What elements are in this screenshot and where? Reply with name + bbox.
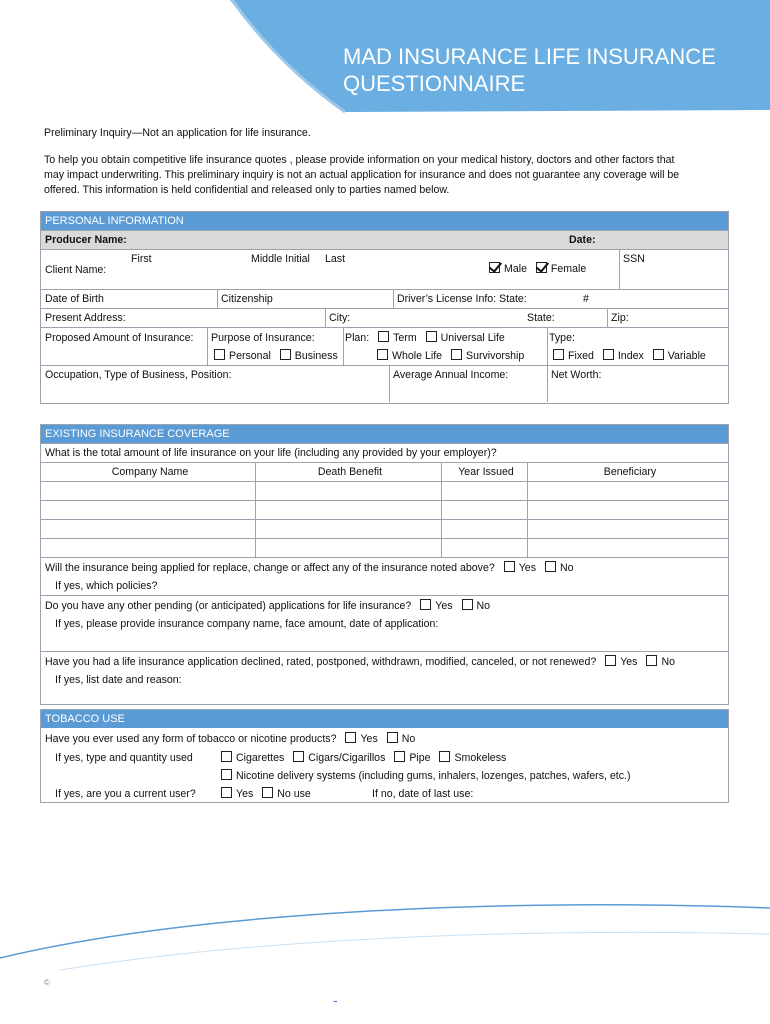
current-yes-checkbox[interactable] (221, 787, 232, 798)
fixed-checkbox[interactable] (553, 349, 564, 360)
nicotine-label: Nicotine delivery systems (including gums, inhalers, lozenges, patches, wafers, etc.) (236, 770, 631, 782)
existing-coverage-section (40, 424, 729, 705)
present-address-label: Present Address: (45, 312, 126, 324)
table-row[interactable] (41, 538, 728, 557)
personal-label: Personal (229, 350, 271, 362)
index-checkbox[interactable] (603, 349, 614, 360)
term-label: Term (393, 332, 417, 344)
nicotine-option (221, 769, 631, 783)
yes-label: Yes (435, 600, 453, 612)
total-amount-row (41, 443, 728, 462)
pending-question-text: Do you have any other pending (or anticipated) applications for life insurance? (45, 600, 412, 612)
intro-line-2: may impact underwriting. This preliminary inquiry is not an actual application for insurance and does not guarantee any coverage will be (44, 169, 680, 181)
producer-name-label: Producer Name: (45, 234, 127, 246)
footer-copyright: © (44, 978, 50, 987)
column-header: Year Issued (458, 466, 514, 478)
client-name-label: Client Name: (45, 264, 107, 276)
pipe-label: Pipe (409, 752, 431, 764)
total-amount-question: What is the total amount of life insurance on your life (including any provided by your employer)? (45, 447, 497, 459)
declined-yes-checkbox[interactable] (605, 655, 616, 666)
yes-label: Yes (620, 656, 638, 668)
whole-life-checkbox[interactable] (377, 349, 388, 360)
plan-label: Plan: (345, 332, 370, 344)
smokeless-label: Smokeless (454, 752, 507, 764)
purpose-label: Purpose of Insurance: (211, 332, 315, 344)
dob-label: Date of Birth (45, 293, 104, 305)
no-label: No (401, 733, 416, 745)
section-header: EXISTING INSURANCE COVERAGE (41, 425, 728, 443)
no-label: No (559, 562, 574, 574)
male-checkbox[interactable] (489, 262, 500, 273)
tobacco-type-options (221, 751, 506, 765)
tobacco-no-checkbox[interactable] (387, 732, 398, 743)
no-use-label: No use (277, 788, 311, 800)
current-user-options (221, 787, 311, 801)
ssn-label: SSN (623, 253, 645, 265)
coverage-table-header (41, 462, 728, 481)
gender-options (489, 262, 586, 276)
cigars-label: Cigars/Cigarillos (308, 752, 386, 764)
producer-row (41, 230, 728, 249)
plan-options-1 (345, 331, 505, 345)
variable-label: Variable (667, 350, 706, 362)
client-name-row[interactable] (41, 249, 728, 289)
occupation-row[interactable] (41, 365, 728, 402)
drivers-license-label: Driver’s License Info: State: (397, 293, 527, 305)
plan-options-2 (377, 349, 524, 363)
female-checkbox[interactable] (536, 262, 547, 273)
type-label: Type: (549, 332, 575, 344)
declined-question-text: Have you had a life insurance application declined, rated, postponed, withdrawn, modified, canceled, or not renewed? (45, 656, 597, 668)
declined-detail-label: If yes, list date and reason: (55, 674, 182, 686)
tobacco-question (45, 732, 415, 746)
yes-label: Yes (236, 788, 254, 800)
no-label: No (661, 656, 675, 668)
table-row[interactable] (41, 519, 728, 538)
footer-wave-graphic (0, 900, 770, 1024)
plan-row (41, 327, 728, 365)
intro-line-1: To help you obtain competitive life insurance quotes , please provide information on your medical history, doctors and other factors that (44, 154, 675, 166)
address-row[interactable] (41, 308, 728, 327)
business-label: Business (294, 350, 338, 362)
current-user-label: If yes, are you a current user? (55, 788, 196, 800)
which-policies-label: If yes, which policies? (55, 580, 158, 592)
pending-yes-checkbox[interactable] (420, 599, 431, 610)
pending-question (45, 599, 490, 613)
intro-preliminary: Preliminary Inquiry—Not an application for life insurance. (44, 127, 311, 139)
survivorship-checkbox[interactable] (451, 349, 462, 360)
business-checkbox[interactable] (280, 349, 291, 360)
net-worth-label: Net Worth: (551, 369, 602, 381)
universal-life-checkbox[interactable] (426, 331, 437, 342)
table-row[interactable] (41, 481, 728, 500)
column-header: Company Name (111, 466, 189, 478)
term-checkbox[interactable] (378, 331, 389, 342)
replace-no-checkbox[interactable] (545, 561, 556, 572)
female-label: Female (550, 263, 587, 275)
yes-label: Yes (360, 733, 378, 745)
type-quantity-label: If yes, type and quantity used (55, 752, 193, 764)
variable-checkbox[interactable] (653, 349, 664, 360)
occupation-label: Occupation, Type of Business, Position: (45, 369, 232, 381)
replace-question-row (41, 557, 728, 595)
license-number-label: # (583, 293, 589, 305)
declined-question-row (41, 651, 728, 706)
smokeless-checkbox[interactable] (439, 751, 450, 762)
pipe-checkbox[interactable] (394, 751, 405, 762)
declined-no-checkbox[interactable] (646, 655, 657, 666)
purpose-options (214, 349, 338, 363)
personal-information-section (40, 211, 729, 404)
personal-checkbox[interactable] (214, 349, 225, 360)
no-label: No (476, 600, 491, 612)
intro-line-3: offered. This information is held confidential and released only to parties named below. (44, 184, 450, 196)
first-name-label: First (131, 253, 152, 265)
pending-no-checkbox[interactable] (462, 599, 473, 610)
pending-question-row (41, 595, 728, 651)
universal-life-label: Universal Life (440, 332, 505, 344)
no-use-checkbox[interactable] (262, 787, 273, 798)
tobacco-question-text: Have you ever used any form of tobacco or nicotine products? (45, 733, 337, 745)
tobacco-use-section (40, 709, 729, 803)
type-options (553, 349, 706, 363)
replace-question (45, 561, 574, 575)
avg-income-label: Average Annual Income: (393, 369, 509, 381)
section-header: PERSONAL INFORMATION (41, 212, 728, 230)
column-header: Beneficiary (603, 466, 657, 478)
date-label: Date: (569, 234, 596, 246)
page-title: MAD INSURANCE LIFE INSURANCE QUESTIONNAIRE (343, 44, 716, 96)
table-row[interactable] (41, 500, 728, 519)
whole-life-label: Whole Life (392, 350, 443, 362)
nicotine-checkbox[interactable] (221, 769, 232, 780)
zip-label: Zip: (611, 312, 629, 324)
section-header: TOBACCO USE (41, 710, 728, 728)
city-label: City: (329, 312, 351, 324)
fixed-label: Fixed (568, 350, 594, 362)
middle-initial-label: Middle Initial (251, 253, 310, 265)
male-label: Male (504, 263, 527, 275)
index-label: Index (617, 350, 644, 362)
citizenship-label: Citizenship (221, 293, 273, 305)
cigars-checkbox[interactable] (293, 751, 304, 762)
footer-dash: - (333, 992, 338, 1008)
column-header: Death Benefit (317, 466, 383, 478)
cigarettes-label: Cigarettes (236, 752, 285, 764)
state-label: State: (527, 312, 555, 324)
pending-detail-label: If yes, please provide insurance company name, face amount, date of application: (55, 618, 439, 630)
declined-question (45, 655, 675, 669)
proposed-amount-label: Proposed Amount of Insurance: (45, 332, 194, 344)
last-name-label: Last (325, 253, 346, 265)
survivorship-label: Survivorship (466, 350, 525, 362)
yes-label: Yes (518, 562, 536, 574)
last-use-label: If no, date of last use: (372, 788, 474, 800)
cigarettes-checkbox[interactable] (221, 751, 232, 762)
replace-question-text: Will the insurance being applied for replace, change or affect any of the insurance noted above? (45, 562, 495, 574)
tobacco-yes-checkbox[interactable] (345, 732, 356, 743)
replace-yes-checkbox[interactable] (504, 561, 515, 572)
dob-row[interactable] (41, 289, 728, 308)
